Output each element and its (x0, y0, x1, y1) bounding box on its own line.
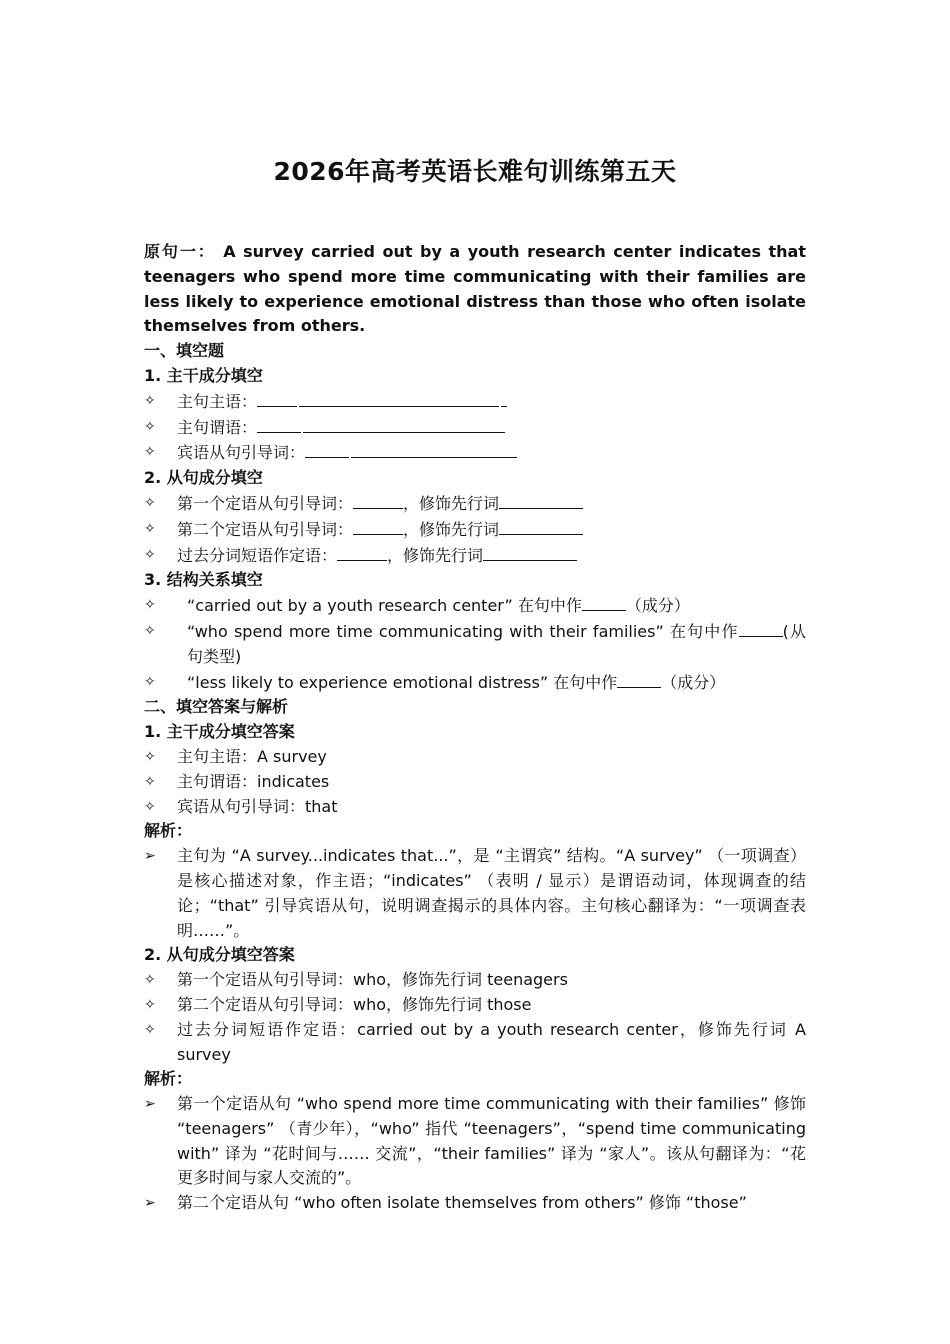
answer-blank[interactable] (483, 543, 577, 561)
original-sentence (144, 240, 806, 339)
list-item (144, 670, 806, 696)
question-label: 第二个定语从句引导词： (177, 519, 354, 539)
section2-heading: 2. 从句成分填空 (144, 468, 263, 488)
section1-heading: 1. 主干成分填空 (144, 365, 263, 385)
analysis-label: 解析： (144, 821, 193, 841)
list-item (144, 415, 806, 441)
diamond-star-icon: ✧ (144, 494, 156, 511)
list-item (144, 1092, 806, 1191)
question-label: (从句类型) (187, 621, 806, 666)
arrow-bullet-icon: ➢ (144, 848, 156, 865)
answer-text: 第二个定语从句引导词：who，修饰先行词 those (177, 994, 532, 1014)
page-title: 2026年高考英语长难句训练第五天 (273, 157, 677, 186)
answer-blank[interactable] (501, 389, 507, 407)
diamond-star-icon: ✧ (144, 597, 156, 614)
question-label: “less likely to experience emotional distress” 在句中作 (187, 672, 618, 692)
list-item (144, 844, 806, 943)
list-item (144, 745, 806, 770)
question-label: （成分） (625, 596, 690, 616)
answer-blank[interactable] (617, 670, 661, 688)
question-label: “carried out by a youth research center” 在句中作 (187, 596, 582, 616)
answer-blank[interactable] (499, 491, 583, 509)
document-body (144, 240, 806, 1216)
list-item (144, 619, 806, 670)
question-label: 宾语从句引导词： (177, 443, 306, 463)
question-label: 过去分词短语作定语： (177, 545, 338, 565)
diamond-star-icon: ✧ (144, 673, 156, 690)
list-item (144, 770, 806, 795)
section3-heading: 3. 结构关系填空 (144, 570, 263, 590)
question-label: ，修饰先行词 (403, 493, 500, 513)
list-item (144, 1018, 806, 1068)
answer-text: 主句主语：A survey (177, 746, 327, 766)
diamond-star-icon: ✧ (144, 546, 156, 563)
answer-blank[interactable] (499, 517, 583, 535)
analysis-text: 第二个定语从句 “who often isolate themselves from others” 修饰 “those” (177, 1193, 747, 1213)
question-label: ，修饰先行词 (387, 545, 484, 565)
diamond-star-icon: ✧ (144, 520, 156, 537)
answer-blank[interactable] (303, 415, 505, 433)
diamond-star-icon: ✧ (144, 972, 156, 989)
answer-blank[interactable] (353, 491, 403, 509)
diamond-star-icon: ✧ (144, 622, 156, 639)
list-item (144, 389, 806, 415)
diamond-star-icon: ✧ (144, 798, 156, 815)
diamond-star-icon: ✧ (144, 418, 156, 435)
answer-text: 过去分词短语作定语：carried out by a youth research center，修饰先行词 A survey (177, 1019, 806, 1064)
question-label: （成分） (661, 672, 726, 692)
list-item (144, 795, 806, 820)
question-label: 第一个定语从句引导词： (177, 493, 354, 513)
list-item (144, 440, 806, 466)
answer-blank[interactable] (305, 440, 349, 458)
list-item (144, 543, 806, 569)
list-item (144, 968, 806, 993)
question-label: 主句主语： (177, 391, 258, 411)
answer-section1-heading: 1. 主干成分填空答案 (144, 722, 295, 742)
diamond-star-icon: ✧ (144, 996, 156, 1013)
part1-heading: 一、填空题 (144, 341, 225, 361)
original-sentence-text: A survey carried out by a youth research center indicates that teenagers who spend more time communicating with their families are less likely to experience emotional distress than those who often isolate themselves from others. (144, 242, 806, 336)
answer-blank[interactable] (353, 517, 403, 535)
analysis-label: 解析： (144, 1069, 193, 1089)
answer-blank[interactable] (257, 389, 297, 407)
answer-section2-heading: 2. 从句成分填空答案 (144, 945, 295, 965)
answer-text: 主句谓语：indicates (177, 771, 330, 791)
question-label: ，修饰先行词 (403, 519, 500, 539)
diamond-star-icon: ✧ (144, 444, 156, 461)
diamond-star-icon: ✧ (144, 773, 156, 790)
analysis-text: 第一个定语从句 “who spend more time communicating with their families” 修饰 “teenagers” （青少年），“who” 指代 “teenagers”，“spend time communicating with” 译为 “花时间与…… 交流”，“their families” 译为 “家人”。该从句翻译为：“花更多时间与家人交流的”。 (177, 1094, 806, 1188)
answer-blank[interactable] (257, 415, 301, 433)
list-item (144, 1191, 806, 1216)
answer-blank[interactable] (582, 593, 626, 611)
original-sentence-label: 原句一： (144, 242, 216, 261)
answer-blank[interactable] (337, 543, 387, 561)
answer-blank[interactable] (739, 619, 783, 637)
question-label: “who spend more time communicating with their families” 在句中作 (187, 621, 739, 641)
arrow-bullet-icon: ➢ (144, 1096, 156, 1113)
diamond-star-icon: ✧ (144, 1021, 156, 1038)
list-item (144, 517, 806, 543)
list-item (144, 993, 806, 1018)
question-label: 主句谓语： (177, 417, 258, 437)
answer-blank[interactable] (299, 389, 499, 407)
diamond-star-icon: ✧ (144, 748, 156, 765)
answer-blank[interactable] (351, 440, 517, 458)
list-item (144, 491, 806, 517)
list-item (144, 593, 806, 619)
diamond-star-icon: ✧ (144, 392, 156, 409)
part2-heading: 二、填空答案与解析 (144, 697, 289, 717)
arrow-bullet-icon: ➢ (144, 1195, 156, 1212)
answer-text: 宾语从句引导词：that (177, 796, 338, 816)
analysis-text: 主句为 “A survey...indicates that...”，是 “主谓宾” 结构。“A survey” （一项调查）是核心描述对象，作主语；“indicates” （表明 / 显示）是谓语动词，体现调查的结论；“that” 引导宾语从句，说明调查揭示的具体内容。主句核心翻译为：“一项调查表明……”。 (177, 846, 806, 940)
answer-text: 第一个定语从句引导词：who，修饰先行词 teenagers (177, 970, 568, 990)
